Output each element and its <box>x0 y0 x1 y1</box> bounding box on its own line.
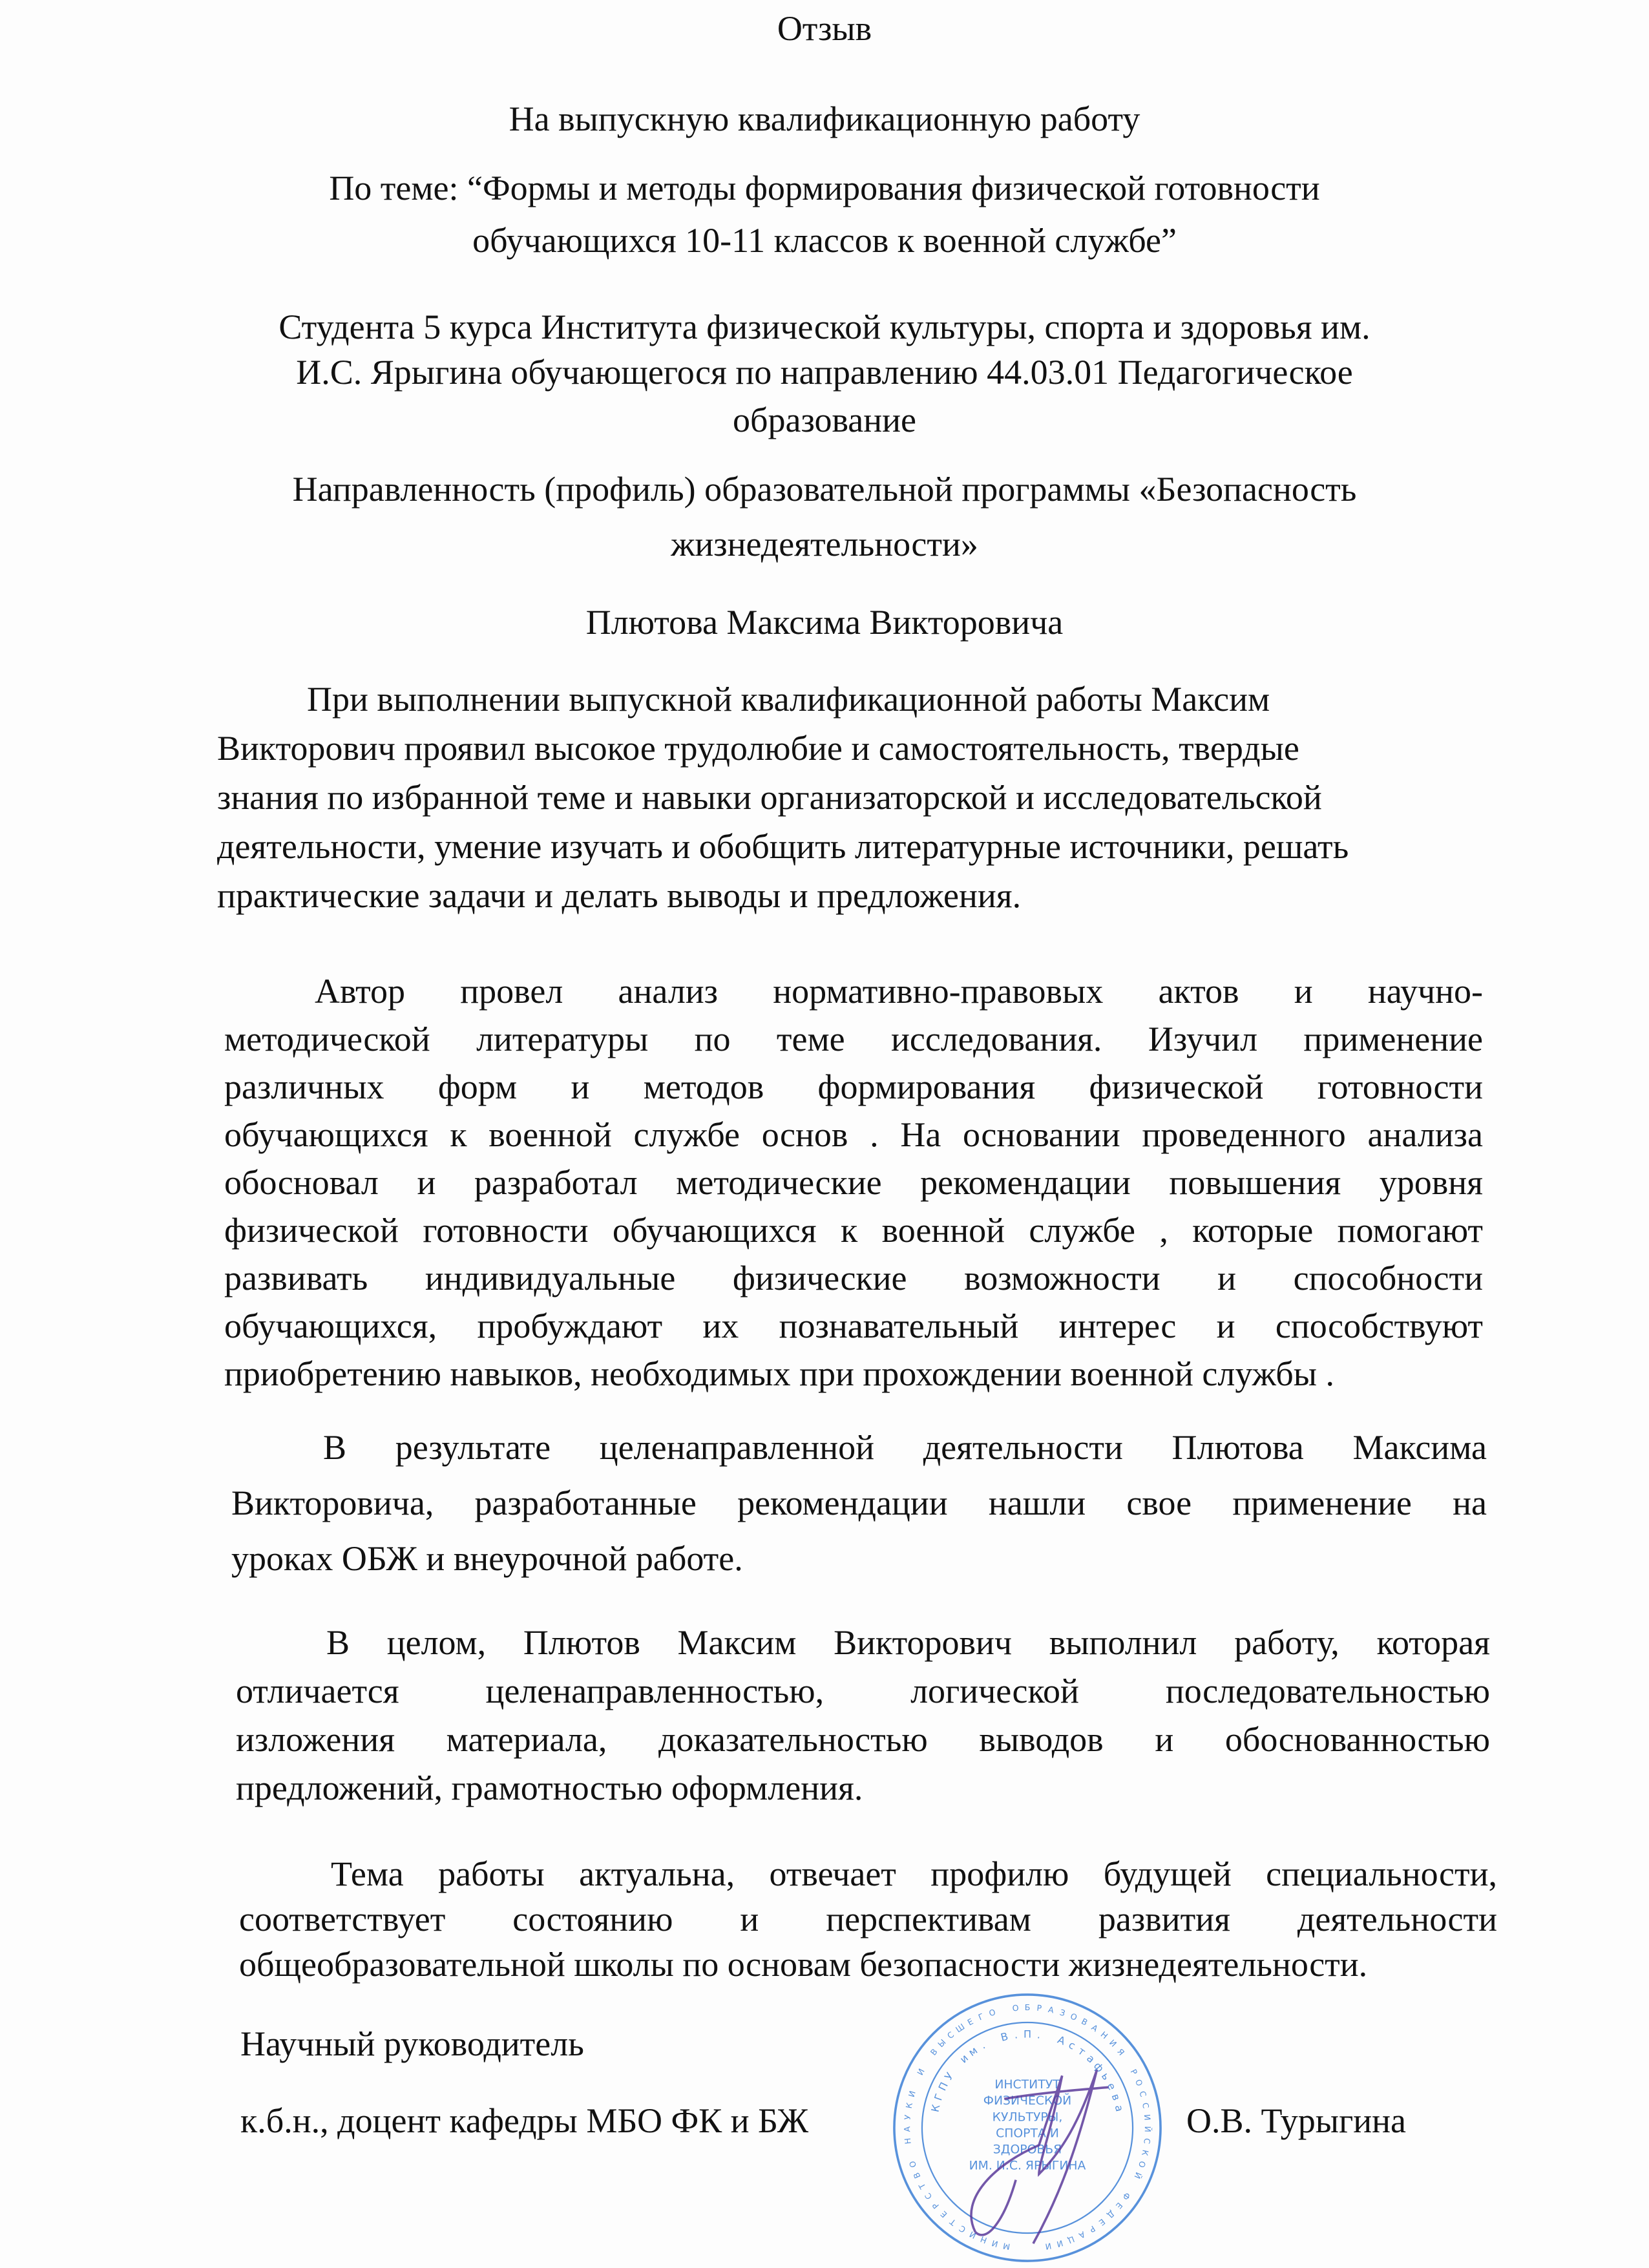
document-subtitle: На выпускную квалификационную работу <box>509 100 1140 138</box>
document-title: Отзыв <box>777 9 872 48</box>
stamp-center-line: ЗДОРОВЬЯ <box>993 2143 1062 2157</box>
paragraph-line: уроках ОБЖ и внеурочной работе. <box>231 1539 743 1578</box>
stamp-letter: е <box>1104 2081 1119 2092</box>
stamp-letter: В <box>911 2170 923 2180</box>
stamp-letter: Н <box>1098 2029 1110 2041</box>
stamp-letter: О <box>1136 2159 1148 2169</box>
stamp-letter: И <box>1142 2114 1153 2121</box>
stamp-letter: А <box>1089 2022 1100 2034</box>
paragraph-line: практические задачи и делать выводы и предложения. <box>217 876 1022 915</box>
stamp-letter: . <box>978 2039 987 2052</box>
stamp-letter: К <box>929 2103 943 2114</box>
paragraph-line: обосновал и разработал методические рекомендации повышения уровня <box>224 1163 1484 1202</box>
paragraph-line: приобретению навыков, необходимых при прохождении военной службы . <box>224 1354 1334 1393</box>
stamp-letter: П <box>936 2080 951 2093</box>
paragraph-line: предложений, грамотностью оформления. <box>236 1769 863 1807</box>
stamp-letter: Е <box>965 2016 975 2028</box>
stamp-center-line: СПОРТА И <box>996 2126 1059 2141</box>
stamp-letter: . <box>1013 2028 1018 2041</box>
stamp-letter: С <box>923 2191 934 2201</box>
stamp-letter: С <box>945 2030 956 2041</box>
stamp-center-line: ИНСТИТУТ <box>994 2078 1060 2092</box>
paragraph-line: знания по избранной теме и навыки организаторской и исследовательской <box>217 778 1322 817</box>
stamp-letter: . <box>1036 2028 1042 2041</box>
stamp-letter: С <box>1137 2090 1149 2098</box>
stamp-letter: О <box>987 2007 997 2019</box>
stamp-letter: И <box>967 2229 978 2241</box>
stamp-letter: Р <box>930 2200 941 2211</box>
paragraph-line: Викторович проявил высокое трудолюбие и самостоятельность, твердые <box>217 729 1299 768</box>
paragraph-line: общеобразовательной школы по основам безопасности жизнедеятельности. <box>239 1945 1368 1984</box>
stamp-letter: И <box>906 2089 918 2099</box>
stamp-letter: Е <box>938 2209 949 2220</box>
stamp-letter: О <box>1069 2011 1079 2022</box>
topic-line: обучающихся 10-11 классов к военной службе” <box>472 221 1177 260</box>
signature-position: к.б.н., доцент кафедры МБО ФК и БЖ <box>240 2101 809 2140</box>
stamp-letter: И <box>1055 2238 1064 2249</box>
paragraph-line: обучающихся к военной службе основ . На основании проведенного анализа <box>224 1115 1483 1154</box>
stamp-letter: Е <box>1097 2216 1108 2228</box>
stamp-letter: А <box>1077 2229 1087 2241</box>
stamp-letter: Т <box>916 2181 928 2191</box>
stamp-letter: И <box>1107 2037 1119 2049</box>
stamp-letter: Р <box>1087 2223 1097 2235</box>
stamp-letter: П <box>1023 2028 1032 2041</box>
stamp-letter: У <box>942 2070 956 2083</box>
stamp-letter: А <box>1056 2033 1067 2048</box>
stamp-letter: Б <box>1024 2002 1031 2013</box>
stamp-letter: О <box>1011 2002 1020 2013</box>
stamp-letter: В <box>928 2046 940 2057</box>
stamp-letter: и <box>957 2052 971 2066</box>
paragraph-line: При выполнении выпускной квалификационной работы Максим <box>307 680 1270 719</box>
stamp-letter: Й <box>1132 2170 1144 2181</box>
stamp-letter: О <box>907 2159 919 2169</box>
stamp-letter: И <box>915 2066 927 2077</box>
paragraph-line: изложения материала, доказательностью выводов и обоснованностью <box>236 1720 1490 1759</box>
stamp-letter: ф <box>1091 2059 1107 2075</box>
paragraph-line: Автор провел анализ нормативно-правовых актов и научно- <box>315 972 1483 1011</box>
stamp-letter: с <box>1066 2038 1078 2052</box>
stamp-letter: О <box>1133 2077 1145 2088</box>
topic-line: По теме: “Формы и методы формирования физической готовности <box>329 169 1320 207</box>
paragraph-line: В целом, Плютов Максим Викторович выполнил работу, которая <box>326 1623 1490 1662</box>
stamp-letter: А <box>902 2126 912 2132</box>
institute-stamp <box>888 1989 1166 2267</box>
stamp-letter: С <box>957 2223 968 2235</box>
stamp-letter: М <box>1002 2241 1011 2252</box>
stamp-letter: Ф <box>1120 2190 1133 2202</box>
paragraph-line: соответствует состоянию и перспективам развития деятельности <box>239 1900 1498 1938</box>
stamp-letter: Т <box>947 2216 958 2228</box>
paragraph-line: Викторовича, разработанные рекомендации нашли свое применение на <box>231 1484 1487 1522</box>
stamp-letter: а <box>1084 2052 1098 2066</box>
student-line: Студента 5 курса Института физической культуры, спорта и здоровья им. <box>278 308 1371 346</box>
stamp-letter: в <box>1109 2092 1123 2103</box>
paragraph-line: методической литературы по теме исследования. Изучил применение <box>224 1020 1483 1058</box>
stamp-letter: Ц <box>1066 2234 1077 2246</box>
paragraph-line: развивать индивидуальные физические возможности и способности <box>224 1259 1483 1297</box>
stamp-letter: Г <box>932 2092 946 2103</box>
paragraph-line: В результате целенаправленной деятельности Плютова Максима <box>323 1428 1487 1467</box>
stamp-letter: м <box>966 2044 980 2059</box>
paragraph-line: отличается целенаправленностью, логической последовательностью <box>236 1672 1491 1710</box>
stamp-letter: К <box>1140 2148 1151 2157</box>
stamp-letter: Ш <box>954 2021 967 2035</box>
stamp-letter: а <box>1112 2104 1126 2113</box>
stamp-letter: Й <box>1142 2126 1153 2132</box>
paragraph-line: Тема работы актуальна, отвечает профилю будущей специальности, <box>331 1854 1497 1893</box>
stamp-letter: В <box>999 2030 1010 2044</box>
stamp-letter: С <box>1142 2137 1153 2145</box>
stamp-center-line: ФИЗИЧЕСКОЙ <box>983 2094 1072 2108</box>
stamp-letter: Я <box>1115 2046 1127 2057</box>
paragraph-line: физической готовности обучающихся к военной службе , которые помогают <box>224 1211 1483 1250</box>
profile-line: жизнедеятельности» <box>671 525 978 563</box>
stamp-letter: В <box>1080 2016 1089 2028</box>
stamp-center-line: КУЛЬТУРЫ, <box>992 2110 1063 2125</box>
stamp-letter: Д <box>1105 2209 1117 2220</box>
paragraph-line: деятельности, умение изучать и обобщить литературные источники, решать <box>217 827 1349 866</box>
stamp-letter: З <box>1058 2007 1067 2019</box>
paragraph-line: обучающихся, пробуждают их познавательный интерес и способствуют <box>224 1307 1484 1345</box>
stamp-letter: У <box>902 2114 913 2121</box>
student-name: Плютова Максима Викторовича <box>585 603 1064 642</box>
stamp-letter: Н <box>902 2137 913 2145</box>
signature-name: О.В. Турыгина <box>1186 2101 1407 2140</box>
student-line: И.С. Ярыгина обучающегося по направлению 44.03.01 Педагогическое <box>296 353 1353 392</box>
stamp-letter: Н <box>979 2234 989 2246</box>
stamp-letter: Р <box>1036 2002 1042 2013</box>
stamp-letter: Р <box>1128 2067 1140 2077</box>
profile-line: Направленность (профиль) образовательной программы «Безопасность <box>292 470 1357 509</box>
stamp-center-line: ИМ. И.С. ЯРЫГИНА <box>969 2159 1086 2173</box>
paragraph-line: различных форм и методов формирования физической готовности <box>224 1067 1483 1106</box>
stamp-letter: Ы <box>936 2037 948 2050</box>
stamp-letter: И <box>991 2238 1000 2249</box>
stamp-letter: К <box>903 2101 915 2110</box>
stamp-letter: Г <box>976 2011 985 2022</box>
stamp-letter: Е <box>1113 2200 1125 2211</box>
stamp-letter: И <box>1044 2241 1053 2252</box>
stamp-letter: т <box>1075 2044 1088 2059</box>
signature-role: Научный руководитель <box>240 2024 584 2063</box>
stamp-letter: А <box>1047 2004 1055 2015</box>
student-line: образование <box>733 401 916 439</box>
stamp-letter: ь <box>1098 2070 1113 2083</box>
stamp-letter: С <box>1140 2101 1151 2110</box>
